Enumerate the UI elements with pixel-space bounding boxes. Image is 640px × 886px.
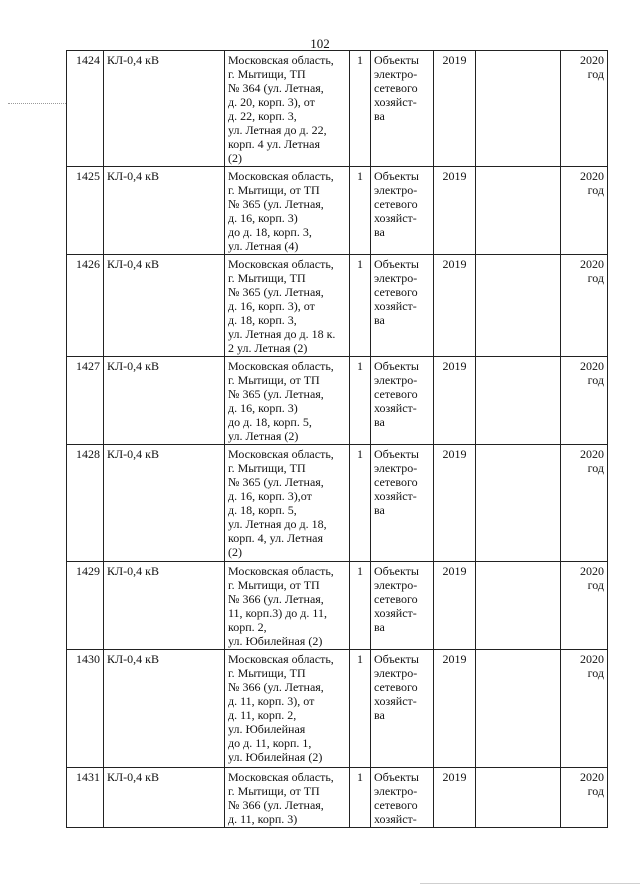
address-cell [225,51,350,167]
cell-line: 2020 [580,359,604,373]
cell-line: ул. Юбилейная (2) [228,750,323,764]
cell-line: г. Мытищи, от ТП [228,183,320,197]
cell-line: 2020 [580,447,604,461]
address-cell [225,768,350,828]
cell-line: ул. Летная (4) [228,239,299,253]
quantity-cell: 1 [350,445,371,562]
cell-line: ул. Летная (2) [228,429,299,443]
cell-line: д. 16, корп. 3), от [228,299,315,313]
cell-line: год [587,666,604,680]
cell-line: г. Мытищи, ТП [228,461,306,475]
year-cell: 2019 [434,255,476,357]
cell-line: Московская область, [228,169,334,183]
table-row [67,768,608,828]
quantity-cell: 1 [350,357,371,445]
cell-line: ва [374,225,385,239]
table-row [67,445,608,562]
cell-line: год [587,183,604,197]
cell-line: Московская область, [228,257,334,271]
cell-line: № 365 (ул. Летная, [228,197,324,211]
empty-cell [476,562,561,650]
cell-line: д. 22, корп. 3, [228,109,297,123]
table-row [67,167,608,255]
row-number-cell: 1431 [67,768,104,828]
cell-line: д. 11, корп. 2, [228,708,297,722]
purpose-cell [371,51,434,167]
cell-line: ва [374,109,385,123]
cell-line: ул. Летная до д. 18, [228,517,327,531]
cell-line: 2020 [580,770,604,784]
year-cell: 2019 [434,167,476,255]
cell-line: электро- [374,784,418,798]
table-row [67,357,608,445]
cell-line: электро- [374,666,418,680]
year-cell: 2019 [434,357,476,445]
cell-line: ва [374,313,385,327]
cell-line: год [587,784,604,798]
cell-line: Объекты [374,257,419,271]
line-type-cell: КЛ-0,4 кВ [104,768,225,828]
quantity-cell: 1 [350,650,371,768]
cell-line: Объекты [374,564,419,578]
cell-line: № 366 (ул. Летная, [228,680,324,694]
quantity-cell: 1 [350,768,371,828]
cell-line: д. 16, корп. 3) [228,401,298,415]
row-number-cell: 1424 [67,51,104,167]
line-type-cell: КЛ-0,4 кВ [104,357,225,445]
cell-line: № 366 (ул. Летная, [228,798,324,812]
cell-line: Московская область, [228,447,334,461]
cell-line: сетевого [374,592,418,606]
cell-line: № 365 (ул. Летная, [228,387,324,401]
cell-line: д. 11, корп. 3) [228,812,298,826]
cell-line: 2020 [580,652,604,666]
cell-line: 2020 [580,169,604,183]
cell-line: 2020 [580,257,604,271]
cell-line: (2) [228,545,242,559]
cell-line: г. Мытищи, ТП [228,67,306,81]
cell-line: хозяйст- [374,401,417,415]
year-cell: 2019 [434,562,476,650]
cell-line: Объекты [374,770,419,784]
empty-cell [476,650,561,768]
purpose-cell [371,255,434,357]
cell-line: хозяйст- [374,299,417,313]
cell-line: Объекты [374,359,419,373]
cell-line: № 365 (ул. Летная, [228,285,324,299]
cell-line: корп. 4, ул. Летная [228,531,323,545]
cell-line: ул. Юбилейная (2) [228,634,323,648]
cell-line: электро- [374,271,418,285]
cell-line: год [587,578,604,592]
cell-line: г. Мытищи, ТП [228,271,306,285]
cell-line: д. 16, корп. 3) [228,211,298,225]
cell-line: д. 16, корп. 3),от [228,489,312,503]
empty-cell [476,445,561,562]
line-type-cell: КЛ-0,4 кВ [104,650,225,768]
cell-line: сетевого [374,475,418,489]
registry-table [66,50,608,828]
cell-line: Московская область, [228,770,334,784]
cell-line: ул. Юбилейная [228,722,306,736]
plan-year-cell [561,255,608,357]
table-row [67,562,608,650]
cell-line: Московская область, [228,564,334,578]
row-number-cell: 1426 [67,255,104,357]
year-cell: 2019 [434,51,476,167]
quantity-cell: 1 [350,51,371,167]
cell-line: Московская область, [228,359,334,373]
cell-line: г. Мытищи, от ТП [228,784,320,798]
cell-line: д. 20, корп. 3), от [228,95,315,109]
address-cell [225,445,350,562]
cell-line: год [587,271,604,285]
year-cell: 2019 [434,650,476,768]
cell-line: корп. 2, [228,620,267,634]
line-type-cell: КЛ-0,4 кВ [104,167,225,255]
cell-line: г. Мытищи, от ТП [228,373,320,387]
scan-artifact [8,103,66,105]
cell-line: ва [374,620,385,634]
address-cell [225,167,350,255]
table-row [67,255,608,357]
line-type-cell: КЛ-0,4 кВ [104,562,225,650]
cell-line: ва [374,415,385,429]
table-body [67,51,608,828]
line-type-cell: КЛ-0,4 кВ [104,255,225,357]
purpose-cell [371,445,434,562]
cell-line: 2020 [580,564,604,578]
plan-year-cell [561,51,608,167]
cell-line: электро- [374,67,418,81]
year-cell: 2019 [434,768,476,828]
purpose-cell [371,562,434,650]
row-number-cell: 1428 [67,445,104,562]
row-number-cell: 1429 [67,562,104,650]
cell-line: электро- [374,183,418,197]
empty-cell [476,51,561,167]
cell-line: год [587,461,604,475]
plan-year-cell [561,768,608,828]
cell-line: сетевого [374,197,418,211]
cell-line: корп. 4 ул. Летная [228,137,320,151]
cell-line: д. 18, корп. 5, [228,503,297,517]
cell-line: до д. 18, корп. 5, [228,415,312,429]
empty-cell [476,768,561,828]
cell-line: Объекты [374,447,419,461]
plan-year-cell [561,445,608,562]
cell-line: сетевого [374,798,418,812]
quantity-cell: 1 [350,255,371,357]
purpose-cell [371,167,434,255]
address-cell [225,562,350,650]
row-number-cell: 1425 [67,167,104,255]
cell-line: хозяйст- [374,812,417,826]
empty-cell [476,167,561,255]
cell-line: ул. Летная до д. 22, [228,123,327,137]
row-number-cell: 1427 [67,357,104,445]
line-type-cell: КЛ-0,4 кВ [104,51,225,167]
cell-line: сетевого [374,387,418,401]
plan-year-cell [561,650,608,768]
empty-cell [476,357,561,445]
cell-line: год [587,373,604,387]
cell-line: ва [374,503,385,517]
plan-year-cell [561,357,608,445]
cell-line: № 365 (ул. Летная, [228,475,324,489]
cell-line: до д. 18, корп. 3, [228,225,312,239]
plan-year-cell [561,562,608,650]
cell-line: хозяйст- [374,489,417,503]
purpose-cell [371,650,434,768]
cell-line: г. Мытищи, от ТП [228,578,320,592]
cell-line: г. Мытищи, ТП [228,666,306,680]
cell-line: Объекты [374,53,419,67]
address-cell [225,255,350,357]
cell-line: год [587,67,604,81]
year-cell: 2019 [434,445,476,562]
row-number-cell: 1430 [67,650,104,768]
quantity-cell: 1 [350,562,371,650]
cell-line: (2) [228,151,242,165]
cell-line: хозяйст- [374,694,417,708]
cell-line: 11, корп.3) до д. 11, [228,606,327,620]
cell-line: хозяйст- [374,606,417,620]
table-row [67,650,608,768]
cell-line: ул. Летная до д. 18 к. [228,327,336,341]
purpose-cell [371,357,434,445]
cell-line: Объекты [374,169,419,183]
cell-line: сетевого [374,285,418,299]
cell-line: Объекты [374,652,419,666]
cell-line: Московская область, [228,53,334,67]
cell-line: ва [374,708,385,722]
line-type-cell: КЛ-0,4 кВ [104,445,225,562]
quantity-cell: 1 [350,167,371,255]
cell-line: Московская область, [228,652,334,666]
cell-line: № 364 (ул. Летная, [228,81,324,95]
table-row [67,51,608,167]
cell-line: 2020 [580,53,604,67]
cell-line: хозяйст- [374,211,417,225]
address-cell [225,650,350,768]
cell-line: электро- [374,461,418,475]
cell-line: д. 11, корп. 3), от [228,694,315,708]
page-number: 102 [310,36,330,51]
cell-line: сетевого [374,81,418,95]
plan-year-cell [561,167,608,255]
cell-line: хозяйст- [374,95,417,109]
cell-line: электро- [374,578,418,592]
cell-line: электро- [374,373,418,387]
cell-line: № 366 (ул. Летная, [228,592,324,606]
cell-line: 2 ул. Летная (2) [228,341,308,355]
cell-line: до д. 11, корп. 1, [228,736,312,750]
address-cell [225,357,350,445]
cell-line: д. 18, корп. 3, [228,313,297,327]
scan-artifact [420,883,640,884]
cell-line: сетевого [374,680,418,694]
purpose-cell [371,768,434,828]
empty-cell [476,255,561,357]
